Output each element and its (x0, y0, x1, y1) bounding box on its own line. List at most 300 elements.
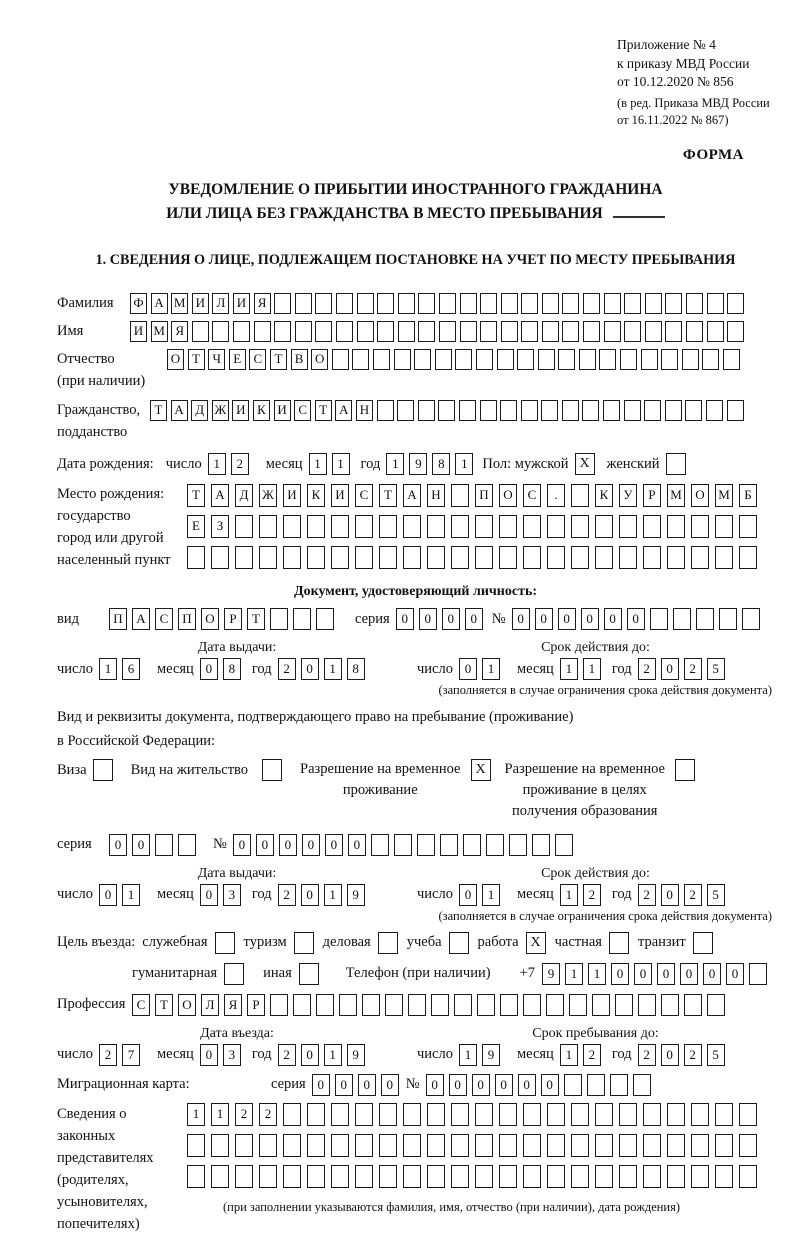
char-box[interactable] (644, 400, 661, 421)
char-box[interactable] (211, 1165, 229, 1188)
expiry-day-boxes[interactable] (459, 658, 505, 680)
char-box[interactable] (603, 400, 620, 421)
residence-expiry-day-boxes[interactable] (459, 884, 505, 906)
char-box[interactable] (579, 349, 596, 370)
char-box[interactable] (739, 1134, 757, 1157)
char-box[interactable]: 0 (335, 1074, 353, 1096)
char-box[interactable]: Л (201, 994, 219, 1016)
char-box[interactable]: 1 (560, 884, 578, 906)
char-box[interactable]: А (171, 400, 188, 421)
char-box[interactable] (283, 1134, 301, 1157)
char-box[interactable]: 0 (680, 963, 698, 985)
stay-month-boxes[interactable] (560, 1044, 606, 1066)
char-box[interactable] (270, 608, 288, 630)
char-box[interactable] (480, 400, 497, 421)
char-box[interactable] (667, 1103, 685, 1126)
char-box[interactable] (541, 400, 558, 421)
char-box[interactable] (339, 994, 357, 1016)
char-box[interactable] (564, 1074, 582, 1096)
char-box[interactable]: 0 (419, 608, 437, 630)
char-box[interactable]: 0 (109, 834, 127, 856)
char-box[interactable]: 2 (278, 884, 296, 906)
char-box[interactable] (583, 293, 600, 314)
char-box[interactable] (475, 546, 493, 569)
char-box[interactable] (643, 1165, 661, 1188)
char-box[interactable] (583, 321, 600, 342)
char-box[interactable] (499, 1165, 517, 1188)
char-box[interactable] (691, 1134, 709, 1157)
char-box[interactable] (283, 515, 301, 538)
char-box[interactable] (355, 546, 373, 569)
char-box[interactable] (435, 349, 452, 370)
char-box[interactable] (476, 349, 493, 370)
representatives-boxes-row3[interactable] (187, 1165, 774, 1188)
char-box[interactable]: 0 (302, 834, 320, 856)
birth-place-boxes-row2[interactable] (187, 515, 763, 538)
char-box[interactable] (624, 321, 641, 342)
char-box[interactable]: 1 (588, 963, 606, 985)
char-box[interactable] (547, 1165, 565, 1188)
char-box[interactable] (307, 1165, 325, 1188)
char-box[interactable]: В (291, 349, 308, 370)
char-box[interactable] (379, 1134, 397, 1157)
char-box[interactable]: 1 (324, 1044, 342, 1066)
char-box[interactable]: Ж (259, 484, 277, 507)
char-box[interactable]: 2 (684, 1044, 702, 1066)
char-box[interactable] (459, 400, 476, 421)
char-box[interactable] (187, 1134, 205, 1157)
char-box[interactable] (684, 994, 702, 1016)
char-box[interactable]: Ф (130, 293, 147, 314)
residence-issue-month-boxes[interactable] (200, 884, 246, 906)
char-box[interactable]: Р (224, 608, 242, 630)
char-box[interactable]: П (475, 484, 493, 507)
purpose-business-checkbox[interactable] (378, 932, 398, 954)
char-box[interactable] (624, 400, 641, 421)
char-box[interactable] (438, 400, 455, 421)
char-box[interactable]: М (151, 321, 168, 342)
char-box[interactable]: Т (155, 994, 173, 1016)
char-box[interactable]: 0 (518, 1074, 536, 1096)
char-box[interactable] (619, 546, 637, 569)
char-box[interactable]: 0 (301, 658, 319, 680)
char-box[interactable]: 0 (661, 1044, 679, 1066)
char-box[interactable] (715, 1103, 733, 1126)
char-box[interactable]: А (335, 400, 352, 421)
char-box[interactable] (331, 1165, 349, 1188)
stay-day-boxes[interactable] (459, 1044, 505, 1066)
char-box[interactable] (475, 1165, 493, 1188)
char-box[interactable]: Д (235, 484, 253, 507)
char-box[interactable]: 9 (542, 963, 560, 985)
char-box[interactable]: 0 (325, 834, 343, 856)
char-box[interactable] (571, 546, 589, 569)
char-box[interactable] (418, 400, 435, 421)
char-box[interactable]: Н (356, 400, 373, 421)
char-box[interactable] (373, 349, 390, 370)
char-box[interactable]: Д (191, 400, 208, 421)
char-box[interactable]: 0 (512, 608, 530, 630)
char-box[interactable] (538, 349, 555, 370)
migration-series-boxes[interactable] (312, 1074, 404, 1096)
char-box[interactable] (454, 994, 472, 1016)
char-box[interactable] (385, 994, 403, 1016)
char-box[interactable] (562, 400, 579, 421)
char-box[interactable] (702, 349, 719, 370)
char-box[interactable] (569, 994, 587, 1016)
char-box[interactable] (595, 515, 613, 538)
char-box[interactable]: 0 (358, 1074, 376, 1096)
char-box[interactable] (521, 321, 538, 342)
char-box[interactable] (604, 321, 621, 342)
char-box[interactable] (715, 1165, 733, 1188)
char-box[interactable]: М (715, 484, 733, 507)
char-box[interactable] (233, 321, 250, 342)
issue-month-boxes[interactable] (200, 658, 246, 680)
char-box[interactable] (403, 515, 421, 538)
char-box[interactable]: 0 (661, 658, 679, 680)
char-box[interactable] (691, 1165, 709, 1188)
char-box[interactable] (331, 1103, 349, 1126)
char-box[interactable]: С (294, 400, 311, 421)
char-box[interactable] (667, 1134, 685, 1157)
char-box[interactable]: 1 (560, 1044, 578, 1066)
char-box[interactable] (682, 349, 699, 370)
char-box[interactable]: 0 (535, 608, 553, 630)
char-box[interactable]: 1 (332, 453, 350, 475)
char-box[interactable]: Ж (212, 400, 229, 421)
char-box[interactable] (499, 1134, 517, 1157)
char-box[interactable] (235, 515, 253, 538)
char-box[interactable]: И (130, 321, 147, 342)
char-box[interactable] (283, 1103, 301, 1126)
char-box[interactable] (582, 400, 599, 421)
char-box[interactable]: О (201, 608, 219, 630)
char-box[interactable]: 0 (200, 658, 218, 680)
char-box[interactable] (558, 349, 575, 370)
char-box[interactable] (619, 515, 637, 538)
expiry-year-boxes[interactable] (638, 658, 730, 680)
char-box[interactable] (665, 400, 682, 421)
char-box[interactable]: И (331, 484, 349, 507)
char-box[interactable] (355, 1165, 373, 1188)
char-box[interactable]: 0 (657, 963, 675, 985)
char-box[interactable]: 0 (703, 963, 721, 985)
char-box[interactable] (427, 1134, 445, 1157)
char-box[interactable]: 1 (565, 963, 583, 985)
char-box[interactable] (739, 1103, 757, 1126)
char-box[interactable] (259, 1165, 277, 1188)
char-box[interactable] (394, 834, 412, 856)
char-box[interactable] (235, 546, 253, 569)
birth-place-boxes-row3[interactable] (187, 546, 763, 569)
char-box[interactable] (414, 349, 431, 370)
given-name-boxes[interactable] (130, 321, 748, 342)
char-box[interactable] (547, 546, 565, 569)
patronymic-boxes[interactable] (167, 349, 744, 370)
char-box[interactable] (398, 293, 415, 314)
char-box[interactable]: 0 (301, 1044, 319, 1066)
char-box[interactable] (187, 1165, 205, 1188)
char-box[interactable] (352, 349, 369, 370)
char-box[interactable]: Т (315, 400, 332, 421)
surname-boxes[interactable] (130, 293, 748, 314)
char-box[interactable] (377, 321, 394, 342)
char-box[interactable]: Р (247, 994, 265, 1016)
char-box[interactable]: 0 (611, 963, 629, 985)
char-box[interactable]: 0 (604, 608, 622, 630)
char-box[interactable]: Н (427, 484, 445, 507)
entry-month-boxes[interactable] (200, 1044, 246, 1066)
char-box[interactable]: 9 (409, 453, 427, 475)
char-box[interactable] (523, 994, 541, 1016)
char-box[interactable] (696, 608, 714, 630)
char-box[interactable]: 8 (432, 453, 450, 475)
char-box[interactable] (707, 321, 724, 342)
char-box[interactable]: 5 (707, 1044, 725, 1066)
purpose-work-checkbox[interactable]: X (526, 932, 546, 954)
entry-day-boxes[interactable] (99, 1044, 145, 1066)
char-box[interactable]: 0 (449, 1074, 467, 1096)
char-box[interactable]: А (132, 608, 150, 630)
char-box[interactable]: С (249, 349, 266, 370)
char-box[interactable] (521, 293, 538, 314)
char-box[interactable]: П (178, 608, 196, 630)
char-box[interactable] (562, 321, 579, 342)
char-box[interactable]: 2 (684, 884, 702, 906)
char-box[interactable] (624, 293, 641, 314)
char-box[interactable] (417, 834, 435, 856)
char-box[interactable] (742, 608, 760, 630)
char-box[interactable]: 0 (726, 963, 744, 985)
stay-year-boxes[interactable] (638, 1044, 730, 1066)
char-box[interactable] (332, 349, 349, 370)
char-box[interactable] (379, 546, 397, 569)
phone-boxes[interactable] (542, 963, 772, 985)
char-box[interactable] (427, 546, 445, 569)
char-box[interactable]: И (233, 293, 250, 314)
char-box[interactable] (542, 293, 559, 314)
char-box[interactable] (667, 515, 685, 538)
char-box[interactable] (719, 608, 737, 630)
char-box[interactable] (509, 834, 527, 856)
char-box[interactable] (259, 515, 277, 538)
purpose-tourism-checkbox[interactable] (294, 932, 314, 954)
char-box[interactable] (475, 1103, 493, 1126)
char-box[interactable] (403, 1103, 421, 1126)
char-box[interactable]: 0 (256, 834, 274, 856)
char-box[interactable] (499, 1103, 517, 1126)
char-box[interactable] (499, 515, 517, 538)
char-box[interactable] (523, 546, 541, 569)
char-box[interactable] (439, 321, 456, 342)
char-box[interactable]: О (499, 484, 517, 507)
char-box[interactable]: Т (247, 608, 265, 630)
char-box[interactable]: 0 (627, 608, 645, 630)
char-box[interactable] (650, 608, 668, 630)
char-box[interactable]: И (192, 293, 209, 314)
char-box[interactable]: Е (187, 515, 205, 538)
char-box[interactable] (307, 515, 325, 538)
char-box[interactable]: 3 (223, 884, 241, 906)
char-box[interactable] (638, 994, 656, 1016)
char-box[interactable] (283, 1165, 301, 1188)
char-box[interactable]: К (253, 400, 270, 421)
char-box[interactable] (667, 1165, 685, 1188)
char-box[interactable]: Р (643, 484, 661, 507)
doc-kind-boxes[interactable] (109, 608, 339, 630)
representatives-boxes-row1[interactable] (187, 1103, 774, 1126)
char-box[interactable]: Б (739, 484, 757, 507)
char-box[interactable]: Т (270, 349, 287, 370)
char-box[interactable]: 1 (187, 1103, 205, 1126)
char-box[interactable] (355, 1103, 373, 1126)
char-box[interactable] (355, 515, 373, 538)
char-box[interactable]: С (132, 994, 150, 1016)
char-box[interactable]: 5 (707, 658, 725, 680)
char-box[interactable] (451, 515, 469, 538)
char-box[interactable] (259, 546, 277, 569)
char-box[interactable]: 1 (99, 658, 117, 680)
char-box[interactable]: 6 (122, 658, 140, 680)
char-box[interactable] (331, 1134, 349, 1157)
char-box[interactable]: У (619, 484, 637, 507)
char-box[interactable]: 0 (233, 834, 251, 856)
char-box[interactable] (355, 1134, 373, 1157)
char-box[interactable] (259, 1134, 277, 1157)
char-box[interactable] (723, 349, 740, 370)
birth-year-boxes[interactable] (386, 453, 478, 475)
char-box[interactable]: . (547, 484, 565, 507)
char-box[interactable]: 2 (235, 1103, 253, 1126)
representatives-boxes-row2[interactable] (187, 1134, 774, 1157)
char-box[interactable] (451, 546, 469, 569)
char-box[interactable] (477, 994, 495, 1016)
residence-permit-checkbox[interactable] (262, 759, 282, 781)
char-box[interactable] (270, 994, 288, 1016)
char-box[interactable]: 1 (482, 658, 500, 680)
char-box[interactable]: 0 (200, 884, 218, 906)
char-box[interactable]: 2 (278, 1044, 296, 1066)
char-box[interactable] (500, 400, 517, 421)
char-box[interactable]: 2 (583, 1044, 601, 1066)
char-box[interactable] (595, 1165, 613, 1188)
char-box[interactable] (460, 321, 477, 342)
char-box[interactable] (547, 515, 565, 538)
residence-expiry-month-boxes[interactable] (560, 884, 606, 906)
char-box[interactable]: Е (229, 349, 246, 370)
char-box[interactable]: 0 (581, 608, 599, 630)
char-box[interactable] (643, 1134, 661, 1157)
visa-checkbox[interactable] (93, 759, 113, 781)
char-box[interactable]: С (355, 484, 373, 507)
char-box[interactable] (362, 994, 380, 1016)
char-box[interactable]: 1 (309, 453, 327, 475)
char-box[interactable]: 1 (324, 884, 342, 906)
char-box[interactable]: 0 (465, 608, 483, 630)
char-box[interactable] (571, 515, 589, 538)
char-box[interactable]: 1 (455, 453, 473, 475)
char-box[interactable] (715, 546, 733, 569)
char-box[interactable]: 0 (661, 884, 679, 906)
char-box[interactable]: 9 (347, 884, 365, 906)
char-box[interactable]: 0 (459, 658, 477, 680)
residence-number-boxes[interactable] (233, 834, 578, 856)
char-box[interactable] (727, 293, 744, 314)
birth-day-boxes[interactable] (208, 453, 254, 475)
char-box[interactable] (497, 349, 514, 370)
char-box[interactable]: Я (171, 321, 188, 342)
char-box[interactable]: К (595, 484, 613, 507)
char-box[interactable] (661, 349, 678, 370)
char-box[interactable] (749, 963, 767, 985)
doc-number-boxes[interactable] (512, 608, 765, 630)
char-box[interactable] (641, 349, 658, 370)
char-box[interactable]: С (523, 484, 541, 507)
char-box[interactable] (523, 515, 541, 538)
char-box[interactable] (475, 1134, 493, 1157)
temp-residence-education-checkbox[interactable] (675, 759, 695, 781)
char-box[interactable] (707, 293, 724, 314)
char-box[interactable]: 0 (200, 1044, 218, 1066)
char-box[interactable] (418, 321, 435, 342)
char-box[interactable] (331, 546, 349, 569)
char-box[interactable] (211, 546, 229, 569)
char-box[interactable] (501, 321, 518, 342)
char-box[interactable]: 0 (495, 1074, 513, 1096)
char-box[interactable] (293, 994, 311, 1016)
char-box[interactable] (431, 994, 449, 1016)
char-box[interactable]: 0 (442, 608, 460, 630)
char-box[interactable] (398, 321, 415, 342)
char-box[interactable] (571, 484, 589, 507)
char-box[interactable] (427, 515, 445, 538)
char-box[interactable] (235, 1165, 253, 1188)
purpose-humanitarian-checkbox[interactable] (224, 963, 244, 985)
char-box[interactable]: Т (188, 349, 205, 370)
char-box[interactable] (523, 1103, 541, 1126)
char-box[interactable] (619, 1134, 637, 1157)
char-box[interactable] (610, 1074, 628, 1096)
char-box[interactable] (643, 546, 661, 569)
char-box[interactable]: М (667, 484, 685, 507)
char-box[interactable]: 0 (301, 884, 319, 906)
char-box[interactable] (427, 1103, 445, 1126)
char-box[interactable] (307, 1103, 325, 1126)
char-box[interactable]: О (311, 349, 328, 370)
char-box[interactable] (451, 1103, 469, 1126)
char-box[interactable] (357, 321, 374, 342)
issue-year-boxes[interactable] (278, 658, 370, 680)
char-box[interactable] (547, 1103, 565, 1126)
char-box[interactable]: Ч (208, 349, 225, 370)
purpose-private-checkbox[interactable] (609, 932, 629, 954)
char-box[interactable] (595, 1134, 613, 1157)
char-box[interactable] (665, 321, 682, 342)
char-box[interactable]: Я (254, 293, 271, 314)
char-box[interactable] (178, 834, 196, 856)
birth-month-boxes[interactable] (309, 453, 355, 475)
sex-male-checkbox[interactable]: X (575, 453, 595, 475)
char-box[interactable] (523, 1165, 541, 1188)
char-box[interactable]: 0 (426, 1074, 444, 1096)
char-box[interactable] (336, 293, 353, 314)
char-box[interactable]: 0 (99, 884, 117, 906)
char-box[interactable] (336, 321, 353, 342)
char-box[interactable]: 3 (223, 1044, 241, 1066)
char-box[interactable] (521, 400, 538, 421)
char-box[interactable] (739, 1165, 757, 1188)
